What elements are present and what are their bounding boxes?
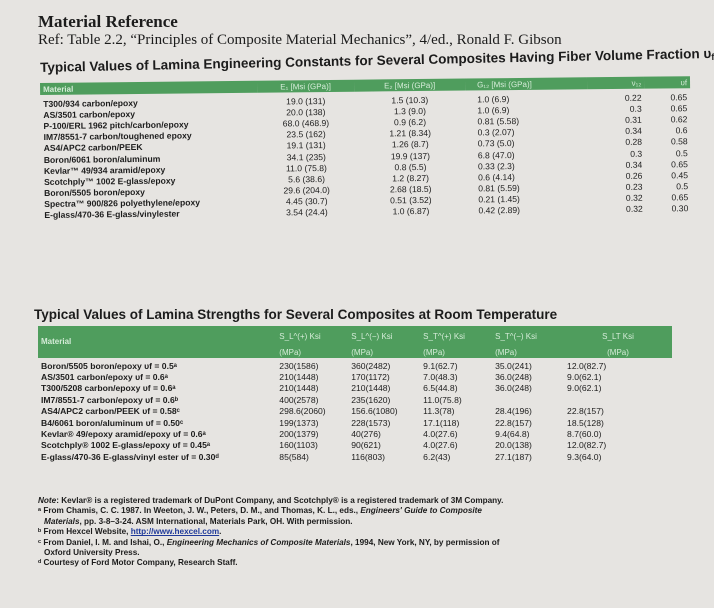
table2-row	[38, 406, 672, 417]
value-cell: 0.9 (6.2)	[393, 116, 427, 128]
table2-row	[38, 358, 672, 371]
material-name-cell: IM7/8551-7 carbon/epoxy υf = 0.6ᵇ	[41, 394, 179, 405]
value-cell: 0.51 (3.52)	[390, 195, 432, 206]
material-name-cell: AS4/APC2 carbon/PEEK υf = 0.58ᶜ	[41, 406, 180, 417]
value-cell: 0.5	[675, 147, 688, 158]
footnote-b-prefix: ᵇ From Hexcel Website,	[38, 527, 129, 537]
strength-cell: 27.1(187)	[495, 451, 532, 462]
footnote-b	[38, 527, 648, 537]
strength-cell: 18.5(128)	[567, 417, 604, 428]
footnote-c-cont: Oxford University Press.	[44, 548, 140, 558]
note-text: : Kevlar® is a registered trademark of DuPont Company, and Scotchply® is a registered trademark of 3M Company.	[56, 496, 504, 505]
value-cell: 0.23	[625, 181, 643, 192]
strength-cell: 11.3(78)	[423, 406, 455, 417]
material-name-cell: AS/3501 carbon/epoxy	[43, 108, 136, 120]
table1-header-cell: υf	[644, 76, 690, 88]
strength-cell: 228(1573)	[351, 417, 391, 428]
value-cell: 19.0 (131)	[286, 95, 326, 107]
strength-cell: 9.0(62.1)	[567, 383, 602, 394]
value-cell: 0.22	[624, 92, 642, 103]
value-cell: 0.34	[625, 159, 643, 170]
material-name-cell: Kevlar™ 49/934 aramid/epoxy	[43, 164, 166, 176]
material-name-cell: Spectra™ 900/826 polyethylene/epoxy	[44, 197, 201, 210]
material-name-cell: T300/934 carbon/epoxy	[43, 97, 138, 109]
reference-citation: Ref: Table 2.2, “Principles of Composite Material Mechanics”, 4/ed., Ronald F. Gibson	[38, 32, 562, 48]
strength-cell: 210(1448)	[279, 383, 319, 394]
material-name-cell: E-glass/470-36 E-glass/vinylester	[44, 209, 180, 221]
value-cell: 0.34	[625, 125, 642, 137]
table2-header-cell: S_T^(−) Ksi	[492, 326, 564, 348]
value-cell: 0.45	[671, 170, 689, 181]
value-cell: 11.0 (75.8)	[285, 162, 327, 174]
table2-unit-cell: (MPa)	[276, 348, 348, 358]
value-cell: 0.65	[670, 103, 688, 114]
table1-header-cell: E₁ [Msi (GPa)]	[257, 80, 354, 93]
strength-cell: 40(276)	[351, 429, 381, 440]
strength-cell: 170(1172)	[351, 372, 390, 383]
material-name-cell: Boron/6061 boron/aluminum	[43, 153, 161, 165]
value-cell: 0.31	[625, 114, 642, 125]
value-cell: 1.5 (10.3)	[391, 94, 429, 105]
value-cell: 19.1 (131)	[286, 140, 326, 151]
value-cell: 0.81 (5.59)	[478, 183, 520, 194]
footnote-b-suffix: .	[219, 527, 222, 537]
table2-row	[38, 417, 672, 428]
value-cell: 0.6 (4.14)	[478, 171, 515, 183]
table1-title	[40, 46, 714, 76]
value-cell: 1.0 (6.87)	[392, 206, 430, 217]
strength-cell: 235(1620)	[351, 394, 391, 405]
footnote-a	[38, 506, 648, 516]
footnote-a-prefix: ᵃ From Chamis, C. C. 1987. In Weeton, J. W., Peters, D. M., and Thomas, K. L., eds.,	[38, 506, 359, 516]
table2-header-cell: Material	[38, 326, 276, 358]
table2-unit-cell: (MPa)	[564, 348, 672, 358]
strength-cell: 8.7(60.0)	[567, 429, 602, 440]
value-cell: 1.21 (8.34)	[389, 128, 431, 139]
value-cell: 1.0 (6.9)	[477, 104, 510, 116]
table2-header-cell: S_T^(+) Ksi	[420, 326, 492, 348]
table2-header-cell: S_L^(+) Ksi	[276, 326, 348, 348]
value-cell: 0.32	[625, 192, 643, 204]
value-cell: 19.9 (137)	[390, 150, 431, 161]
strength-cell: 400(2578)	[279, 394, 319, 405]
strength-cell: 17.1(118)	[423, 417, 460, 428]
footnote-d: ᵈ Courtesy of Ford Motor Company, Research Staff.	[38, 558, 238, 568]
strength-cell: 35.0(241)	[495, 360, 532, 371]
footnote-a-cont	[38, 517, 648, 527]
footnote-c-suffix: , 1994, New York, NY, by permission of	[350, 537, 500, 547]
hexcel-link[interactable]: http://www.hexcel.com	[130, 527, 220, 537]
value-cell: 4.45 (30.7)	[285, 196, 328, 207]
table1-body	[40, 88, 691, 221]
value-cell: 2.68 (18.5)	[389, 183, 432, 195]
table1-header-cell: Material	[40, 81, 257, 95]
footnote-trademark	[38, 496, 648, 506]
material-name-cell: P-100/ERL 1962 pitch/carbon/epoxy	[43, 119, 189, 131]
footnote-a-suffix: , pp. 3-8–3-24. ASM International, Materials Park, OH. With permission.	[79, 516, 353, 526]
strength-cell: 85(584)	[279, 451, 309, 462]
material-name-cell: Boron/5505 boron/epoxy	[44, 187, 145, 199]
strength-cell	[492, 394, 564, 405]
strength-cell: 298.6(2060)	[279, 406, 326, 417]
strength-cell: 6.2(43)	[423, 451, 451, 462]
strengths-table	[38, 326, 672, 463]
value-cell: 0.28	[625, 137, 643, 148]
table2-row	[38, 440, 672, 451]
strength-cell: 6.5(44.8)	[423, 383, 458, 394]
strength-cell: 28.4(196)	[495, 406, 532, 417]
table1-header-cell: E₂ [Msi (GPa)]	[354, 79, 465, 92]
footnote-c	[38, 538, 648, 548]
strength-cell: 36.0(248)	[495, 372, 532, 383]
table2-row	[38, 383, 672, 394]
strength-cell: 20.0(138)	[495, 440, 532, 451]
footnote-a-italic2: Materials	[44, 516, 80, 526]
table2-unit-cell: (MPa)	[420, 348, 492, 358]
strength-cell: 90(621)	[351, 440, 381, 451]
value-cell: 0.73 (5.0)	[477, 138, 515, 149]
table1-header-cell: G₁₂ [Msi (GPa)]	[465, 77, 587, 90]
strength-cell: 7.0(48.3)	[423, 372, 458, 383]
strength-cell: 4.0(27.6)	[423, 429, 458, 440]
strength-cell: 160(1103)	[279, 440, 318, 451]
table1-header-cell: ν₁₂	[587, 77, 644, 90]
value-cell: 0.65	[671, 192, 689, 203]
table1-title-symbol: υ	[703, 45, 712, 62]
table2-row	[38, 394, 672, 405]
table1-title-text: Typical Values of Lamina Engineering Constants for Several Composites Having Fiber Volume Fraction	[40, 46, 700, 75]
material-name-cell: Kevlar® 49/epoxy aramid/epoxy υf = 0.6ᵃ	[41, 429, 206, 440]
table2-title: Typical Values of Lamina Strengths for Several Composites at Room Temperature	[34, 307, 558, 322]
note-label: Note	[38, 496, 57, 505]
value-cell: 29.6 (204.0)	[283, 185, 330, 196]
value-cell: 1.0 (6.9)	[477, 93, 510, 105]
table2-header-row	[38, 326, 672, 348]
strength-cell: 199(1373)	[279, 417, 319, 428]
strength-cell: 4.0(27.6)	[423, 440, 458, 451]
table2-unit-cell: (MPa)	[492, 348, 564, 358]
material-name-cell: IM7/8551-7 carbon/toughened epoxy	[43, 130, 192, 143]
strength-cell: 11.0(75.8)	[423, 394, 462, 405]
value-cell: 0.6	[675, 125, 688, 136]
engineering-constants-table	[40, 76, 691, 221]
value-cell: 20.0 (138)	[286, 106, 326, 118]
table2-row	[38, 371, 672, 382]
strength-cell: 22.8(157)	[567, 406, 604, 417]
strength-cell: 9.3(64.0)	[567, 451, 602, 462]
value-cell: 0.30	[671, 203, 689, 214]
material-name-cell: Scotchply® 1002 E-glass/epoxy υf = 0.45ᵃ	[41, 440, 211, 451]
value-cell: 0.3	[629, 103, 642, 114]
table1-title-subscript: f	[711, 51, 714, 62]
strength-cell: 9.0(62.1)	[567, 372, 602, 383]
table2-row	[38, 428, 672, 439]
strength-cell: 12.0(82.7)	[567, 360, 607, 371]
value-cell: 0.32	[625, 204, 643, 215]
strength-cell: 200(1379)	[279, 429, 319, 440]
value-cell: 68.0 (468.9)	[282, 117, 330, 129]
footnote-c-italic: Engineering Mechanics of Composite Materials	[166, 537, 351, 547]
table2-body	[38, 358, 672, 463]
footnotes	[38, 496, 648, 569]
value-cell: 0.3	[630, 148, 643, 159]
material-name-cell: AS4/APC2 carbon/PEEK	[43, 142, 143, 154]
page-title: Material Reference	[38, 12, 178, 31]
value-cell: 0.5	[676, 181, 689, 192]
strength-cell: 210(1448)	[279, 372, 319, 383]
strength-cell: 230(1586)	[279, 360, 319, 371]
value-cell: 0.3 (2.07)	[477, 127, 515, 138]
strength-cell: 36.0(248)	[495, 383, 532, 394]
strength-cell: 9.4(64.8)	[495, 429, 530, 440]
value-cell: 6.8 (47.0)	[477, 149, 515, 160]
value-cell: 5.6 (38.6)	[288, 173, 325, 185]
material-name-cell: E-glass/470-36 E-glass/vinyl ester υf = 0.30ᵈ	[41, 451, 219, 462]
strength-cell: 210(1448)	[351, 383, 391, 394]
table2-header-cell: S_L^(−) Ksi	[348, 326, 420, 348]
table2-row	[38, 451, 672, 462]
value-cell: 23.5 (162)	[286, 129, 326, 140]
footnote-c-prefix: ᶜ From Daniel, I. M. and Ishai, O.,	[38, 537, 165, 547]
value-cell: 34.1 (235)	[286, 151, 326, 162]
footnote-a-italic: Engineers' Guide to Composite	[360, 506, 482, 516]
material-name-cell: AS/3501 carbon/epoxy υf = 0.6ᵃ	[41, 372, 168, 383]
strength-cell: 116(803)	[351, 451, 385, 462]
value-cell: 0.58	[670, 136, 688, 147]
value-cell: 0.33 (2.3)	[477, 160, 515, 172]
material-name-cell: Scotchply™ 1002 E-glass/epoxy	[43, 175, 176, 187]
value-cell: 0.81 (5.58)	[477, 115, 520, 127]
strength-cell	[564, 394, 672, 405]
value-cell: 1.2 (8.27)	[392, 172, 430, 184]
material-name-cell: T300/5208 carbon/epoxy υf = 0.6ᵃ	[41, 383, 176, 394]
value-cell: 3.54 (24.4)	[286, 207, 328, 218]
value-cell: 0.26	[625, 170, 643, 181]
value-cell: 0.42 (2.89)	[478, 205, 521, 216]
value-cell: 0.8 (5.5)	[394, 161, 427, 173]
table2-unit-cell: (MPa)	[348, 348, 420, 358]
strength-cell: 12.0(82.7)	[567, 440, 607, 451]
value-cell: 1.26 (8.7)	[391, 139, 429, 150]
value-cell: 0.65	[670, 91, 688, 102]
value-cell: 0.21 (1.45)	[478, 194, 520, 205]
value-cell: 0.65	[671, 158, 688, 170]
table2-header-cell: S_LT Ksi	[564, 326, 672, 348]
strength-cell: 156.6(1080)	[351, 406, 398, 417]
material-name-cell: B4/6061 boron/aluminum υf = 0.50ᶜ	[41, 417, 184, 428]
strength-cell: 9.1(62.7)	[423, 360, 458, 371]
strength-cell: 360(2482)	[351, 360, 391, 371]
value-cell: 1.3 (9.0)	[393, 105, 426, 117]
material-name-cell: Boron/5505 boron/epoxy υf = 0.5ᵃ	[41, 360, 177, 371]
value-cell: 0.62	[670, 114, 688, 125]
strength-cell: 22.8(157)	[495, 417, 532, 428]
